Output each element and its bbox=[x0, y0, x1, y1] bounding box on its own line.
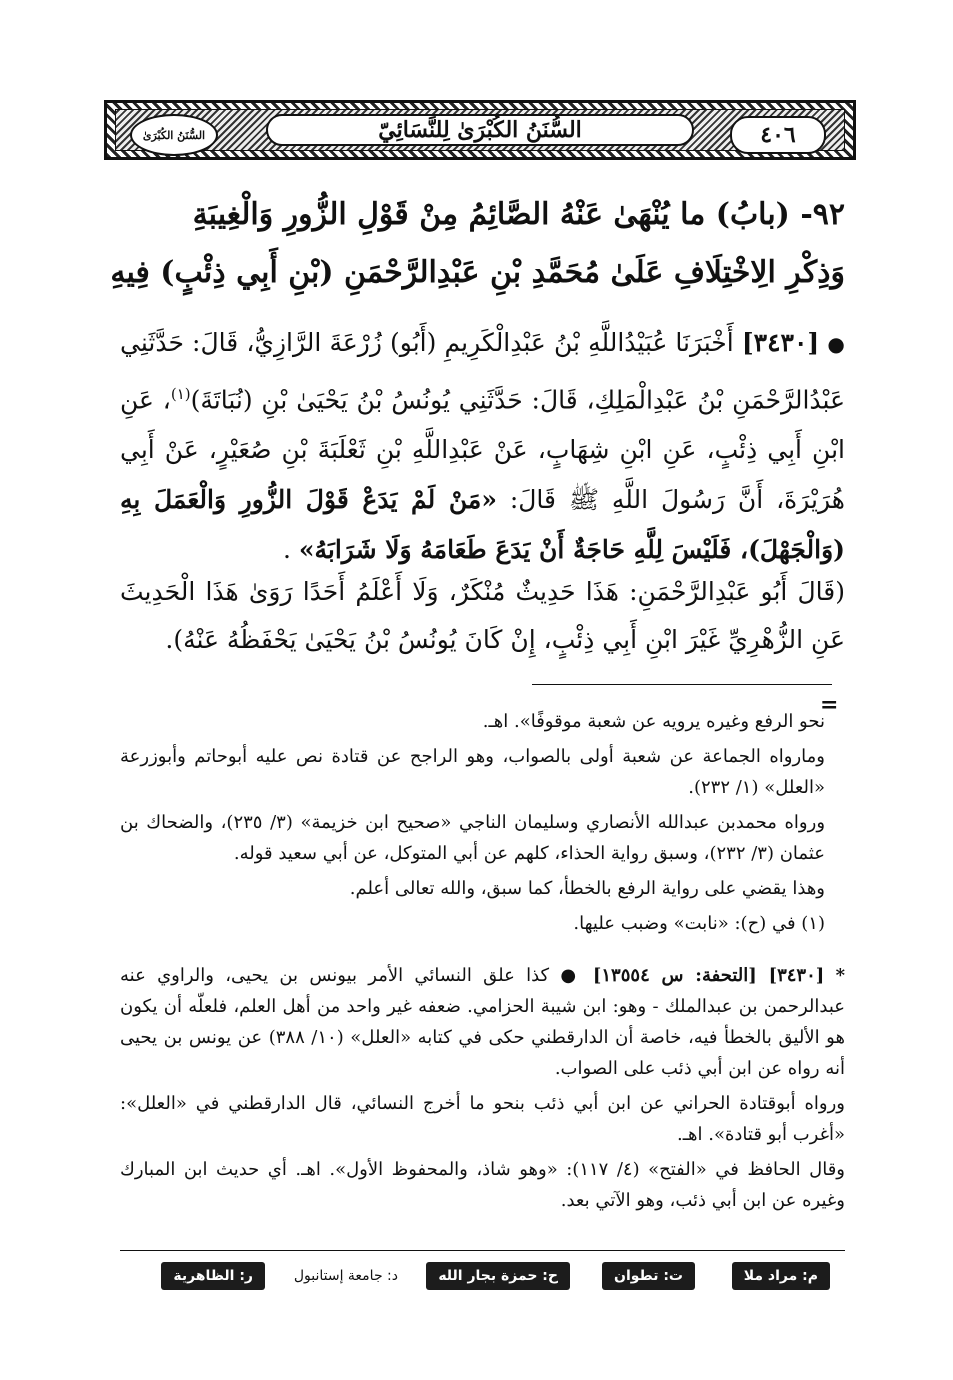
header-ornament bbox=[115, 109, 845, 151]
chapter-line-1: ٩٢- (بابُ) ما يُنْهَىٰ عَنْهُ الصَّائِمُ مِنْ قَوْلِ الزُّورِ وَالْغِيبَةِ bbox=[192, 197, 845, 232]
book-emblem-icon bbox=[130, 114, 218, 156]
page-number: ٤٠٦ bbox=[760, 122, 796, 148]
hadith-bullet: ● bbox=[827, 332, 845, 356]
book-title: السُّنَنُ الكُبْرَىٰ لِلنَّسَائِيّ bbox=[378, 117, 582, 143]
hadith-text bbox=[120, 318, 845, 575]
manuscript-badge-t: ت: تطوان bbox=[602, 1262, 695, 1290]
bottom-rule bbox=[120, 1250, 845, 1251]
chapter-line-2: وَذِكْرِ الِاخْتِلَافِ عَلَىٰ مُحَمَّدِ بْنِ عَبْدِالرَّحْمَنِ (بْنِ أَبِي ذِئْبٍ) فِيهِ bbox=[110, 255, 845, 290]
hadith-number: [٣٤٣٠] bbox=[741, 328, 820, 357]
commentary bbox=[120, 960, 845, 1220]
footnote-ref-1[interactable]: (١) bbox=[170, 385, 191, 403]
commentary-p3: وقال الحافظ في «الفتح» (٤/ ١١٧): «وهو شاذ، والمحفوظ الأول». اهـ. أي حديث ابن المبارك وغيره عن ابن أبي ذئب، وهو الآتي بعد. bbox=[120, 1159, 845, 1211]
footnote-p1: نحو الرفع وغيره يرويه عن شعبة موقوفًا». اهـ. bbox=[482, 711, 825, 732]
manuscript-badge-h: ح: حمزة بجار الله bbox=[426, 1262, 570, 1290]
commentary-ref: [٣٤٣٠] [التحفة: س ١٣٥٥٤] bbox=[592, 965, 825, 986]
page-number-box bbox=[730, 116, 826, 154]
hadith-end: . bbox=[282, 535, 291, 565]
chapter-heading bbox=[110, 186, 845, 302]
footnotes bbox=[120, 706, 825, 943]
manuscript-badge-m: م: مراد ملا bbox=[732, 1262, 830, 1290]
footnote-rule bbox=[532, 684, 832, 685]
manuscript-badge-r: ر: الظاهرية bbox=[161, 1262, 265, 1290]
footnote-p2: ومارواه الجماعة عن شعبة أولى بالصواب، وهو الراجح عن قتادة نص عليه أبوحاتم وأبوزرعة «العلل» (١/ ٢٣٢). bbox=[120, 746, 825, 798]
footnote-1: (١) في (ح): «نابت» وضبب عليها. bbox=[573, 913, 825, 934]
commentary-p1 bbox=[120, 960, 845, 1084]
hadith-isnad-a: أَخْبَرَنَا عُبَيْدُاللَّهِ بْنُ عَبْدِالْكَرِيمِ (أَبُو) زُرْعَةَ الرَّازِيُّ، قَالَ: حَدَّثَنِي عَبْدُالرَّحْمَنِ بْنُ عَبْدِالْمَلِكِ، قَالَ: حَدَّثَنِي يُونُسُ بْنُ يَحْيَىٰ بْنِ (نُبَاتَةَ) bbox=[120, 328, 845, 415]
emblem-text: السُّنَنُ الكُبْرَىٰ bbox=[142, 128, 206, 142]
hadith-matn: «مَنْ لَمْ يَدَعْ قَوْلَ الزُّورِ وَالْعَمَلَ بِهِ (وَالْجَهْلَ)، فَلَيْسَ لِلَّهِ حَاجَةٌ أَنْ يَدَعَ طَعَامَهُ وَلَا شَرَابَهُ» bbox=[120, 485, 845, 565]
page-header bbox=[104, 100, 856, 160]
hadith-isnad-b: ، عَنِ ابْنِ أَبِي ذِئْبٍ، عَنِ ابْنِ شِهَابٍ، عَنْ عَبْدِاللَّهِ بْنِ ثَعْلَبَةَ بْنِ صُعَيْرٍ، عَنْ أَبِي هُرَيْرَةَ، أَنَّ رَسُولَ اللَّهِ ﷺ قَالَ: bbox=[120, 385, 845, 515]
commentary-p2: ورواه أبوقتادة الحراني عن ابن أبي ذئب بنحو ما أخرج النسائي، قال الدارقطني في «العلل»: «أغرب أبو قتادة». اهـ. bbox=[120, 1093, 845, 1145]
footnote-p4: وهذا يقضي على رواية الرفع بالخطأ، كما سبق، والله تعالى أعلم. bbox=[349, 878, 825, 899]
commentary-text-1: ● كذا علق النسائي الأمر بيونس بن يحيى، والراوي عنه عبدالرحمن بن عبدالملك - وهو: ابن شيبة الحزامي. ضعفه غير واحد من أهل العلم، فلعلّه أن يكون هو الأليق بالخطأ فيه، خاصة أن الدارقطني حكى في كتابه «العلل» (١٠/ ٣٨٨) عن يونس بن يحيى أنه رواه عن ابن أبي ذئب على الصواب. bbox=[120, 965, 845, 1079]
author-note: (قَالَ أَبُو عَبْدِالرَّحْمَنِ: هَذَا حَدِيثٌ مُنْكَرٌ، وَلَا أَعْلَمُ أَحَدًا رَوَىٰ هَذَا الْحَدِيثَ عَنِ الزُّهْرِيِّ غَيْرَ ابْنِ أَبِي ذِئْبٍ، إِنْ كَانَ يُونُسُ بْنُ يَحْيَىٰ يَحْفَظُهُ عَنْهُ). bbox=[120, 577, 845, 654]
commentary-star: * bbox=[835, 965, 845, 986]
footnote-continuation-mark: = bbox=[820, 692, 839, 718]
title-cartouche bbox=[266, 114, 694, 146]
manuscript-legend bbox=[150, 1262, 830, 1294]
manuscript-badge-d: د: جامعة إستانبول bbox=[293, 1268, 398, 1284]
footnote-p3: ورواه محمدبن عبدالله الأنصاري وسليمان الناجي «صحيح ابن خزيمة» (٣/ ٢٣٥)، والضحاك بن عثمان (٣/ ٢٣٢)، وسبق رواية الحذاء، كلهم عن أبي المتوكل، عن أبي سعيد قوله. bbox=[120, 812, 826, 864]
